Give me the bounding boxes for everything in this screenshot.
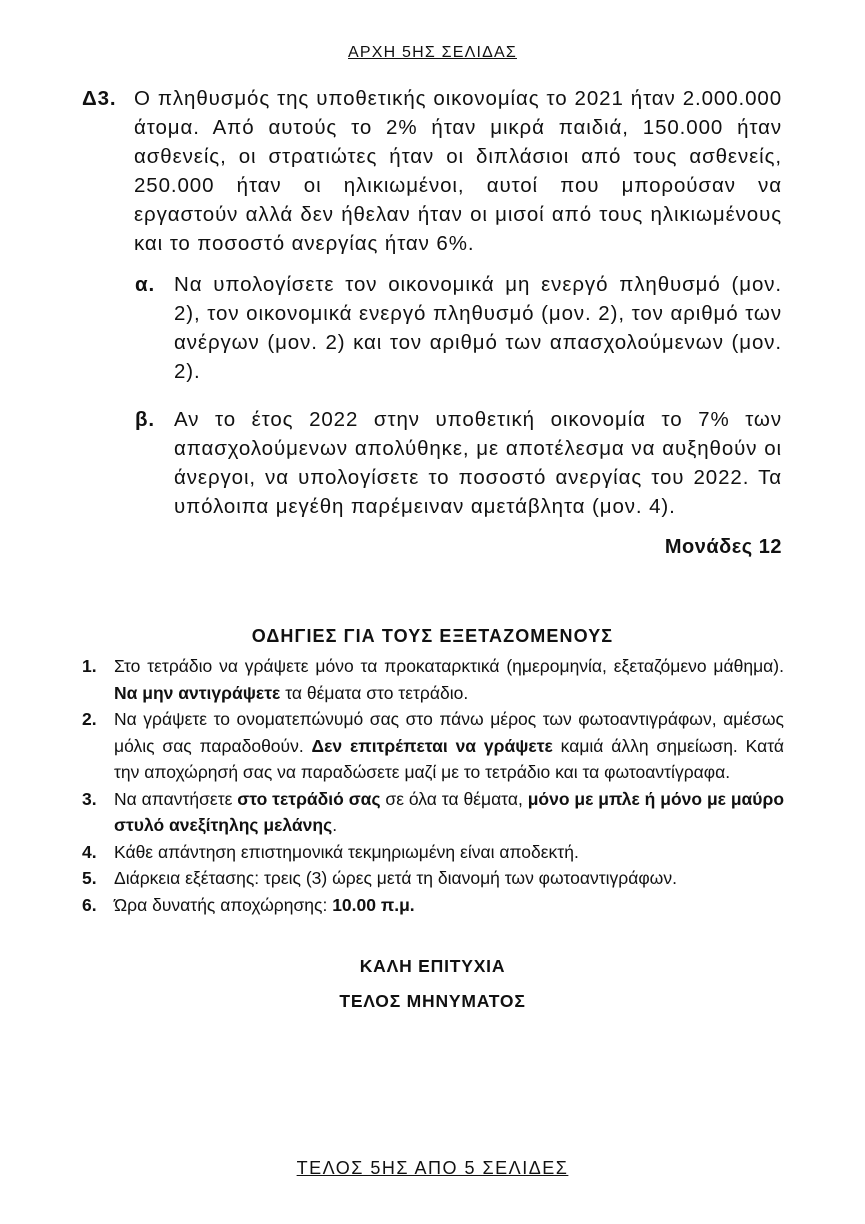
instruction-text: καμιά άλλη σημείωση. Κατά την αποχώρησή σας να παραδώσετε μαζί με το τετράδιο και τα φωτοαντίγραφα. <box>114 735 784 782</box>
instruction-text: Στο τετράδιο να γράψετε μόνο τα προκαταρκτικά (ημερομηνία, εξεταζόμενο μάθημα). <box>114 656 784 676</box>
instruction-emphasis: Να μην αντιγράψετε <box>114 682 281 703</box>
instruction-number: 3. <box>82 788 97 809</box>
instruction-number: 1. <box>82 656 97 676</box>
instruction-text: . <box>332 815 338 835</box>
subquestion-a-letter: α. <box>135 273 156 296</box>
instruction-text: Να γράψετε το ονοματεπώνυμό σας στο πάνω μέρος των φωτοαντιγράφων, αμέσως μόλις σας παραδοθούν. <box>114 709 784 756</box>
instruction-text: Ώρα δυνατής αποχώρησης: <box>114 894 333 915</box>
instruction-item <box>82 786 784 839</box>
question-d3 <box>82 84 782 521</box>
page-header: ΑΡΧΗ 5ΗΣ ΣΕΛΙΔΑΣ <box>348 44 517 61</box>
subquestion-a-text: Να υπολογίσετε τον οικονομικά μη ενεργό πληθυσμό (μον. 2), τον οικονομικά ενεργό πληθυσμό (μον. 2), τον αριθμό των ανέργων (μον. 2) και τον αριθμό των απασχολούμενων (μον. 2). <box>174 273 782 383</box>
instruction-emphasis: Δεν επιτρέπεται να γράψετε <box>311 735 553 756</box>
page-footer: ΤΕΛΟΣ 5ΗΣ ΑΠΟ 5 ΣΕΛΙΔΕΣ <box>296 1158 569 1178</box>
instruction-text: τα θέματα στο τετράδιο. <box>280 682 469 703</box>
good-luck-text: ΚΑΛΗ ΕΠΙΤΥΧΙΑ <box>359 956 506 976</box>
instruction-emphasis: μόνο με μπλε ή μόνο με μαύρο στυλό ανεξίτηλης μελάνης <box>114 788 785 835</box>
subquestion-a <box>135 270 782 386</box>
instruction-text: Διάρκεια εξέτασης: τρεις (3) ώρες μετά τη διανομή των φωτοαντιγράφων. <box>114 868 677 888</box>
question-marks: Μονάδες 12 <box>664 536 782 558</box>
instruction-number: 6. <box>82 894 97 915</box>
instruction-text: Να απαντήσετε <box>114 788 238 809</box>
instruction-item <box>82 892 784 919</box>
instruction-item <box>82 653 784 706</box>
instruction-text: σε όλα τα θέματα, <box>380 788 528 809</box>
instruction-number: 4. <box>82 841 97 862</box>
instruction-text: Κάθε απάντηση επιστημονικά τεκμηριωμένη είναι αποδεκτή. <box>114 841 579 862</box>
question-number: Δ3. <box>82 87 117 110</box>
subquestion-b <box>135 405 782 521</box>
instruction-item <box>82 706 784 786</box>
question-text: Ο πληθυσμός της υποθετικής οικονομίας το 2021 ήταν 2.000.000 άτομα. Από αυτούς το 2% ήταν μικρά παιδιά, 150.000 ήταν ασθενείς, οι στρατιώτες ήταν οι διπλάσιοι από τους ασθενείς, 250.000 ήταν οι ηλικιωμένοι, αυτοί που μπορούσαν να εργαστούν αλλά δεν ήθελαν ήταν οι μισοί από τους ηλικιωμένους και το ποσοστό ανεργίας ήταν 6%. <box>134 87 782 255</box>
instruction-emphasis: 10.00 π.μ. <box>332 894 415 915</box>
subquestion-b-text: Αν το έτος 2022 στην υποθετική οικονομία το 7% των απασχολούμενων απολύθηκε, με αποτέλεσμα να αυξηθούν οι άνεργοι, να υπολογίσετε το ποσοστό ανεργίας του 2022. Τα υπόλοιπα μεγέθη παρέμειναν αμετάβλητα (μον. 4). <box>174 408 782 518</box>
instruction-emphasis: στο τετράδιό σας <box>237 788 381 809</box>
instruction-item <box>82 839 784 866</box>
instruction-item <box>82 865 784 892</box>
instructions-list <box>82 653 784 918</box>
end-of-message-text: ΤΕΛΟΣ ΜΗΝΥΜΑΤΟΣ <box>339 991 526 1011</box>
subquestion-b-letter: β. <box>135 408 156 431</box>
instruction-number: 2. <box>82 709 97 729</box>
instruction-number: 5. <box>82 868 97 888</box>
instructions-title: ΟΔΗΓΙΕΣ ΓΙΑ ΤΟΥΣ ΕΞΕΤΑΖΟΜΕΝΟΥΣ <box>251 626 614 646</box>
